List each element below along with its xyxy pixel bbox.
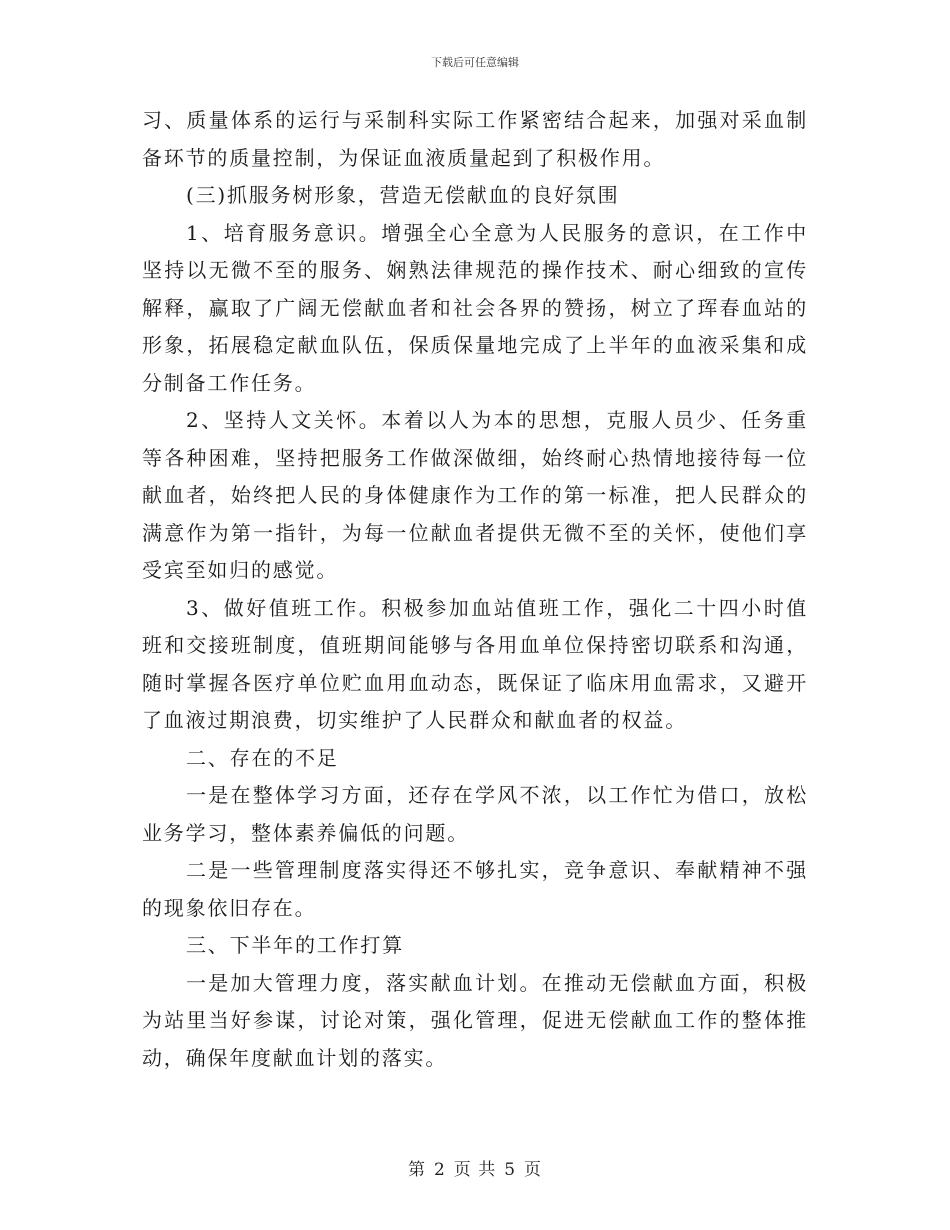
paragraph: 1、培育服务意识。增强全心全意为人民服务的意识，在工作中坚持以无微不至的服务、娴熟法律规范的操作技术、耐心细致的宣传解释，赢取了广阔无偿献血者和社会各界的赞扬，树立了珲春血站的形象，拓展稳定献血队伍，保质保量地完成了上半年的血液采集和成分制备工作任务。 [142,220,808,395]
footer-current-page: 2 [433,1160,446,1180]
paragraph: 一是在整体学习方面，还存在学风不浓，以工作忙为借口，放松业务学习，整体素养偏低的问题。 [142,783,808,845]
footer-suffix: 页 [524,1160,543,1180]
paragraph: 3、做好值班工作。积极参加血站值班工作，强化二十四小时值班和交接班制度，值班期间能够与各用血单位保持密切联系和沟通，随时掌握各医疗单位贮血用血动态，既保证了临床用血需求，又避开了血液过期浪费，切实维护了人民群众和献血者的权益。 [142,595,808,732]
document-body [142,102,808,1077]
paragraph: 二是一些管理制度落实得还不够扎实，竞争意识、奉献精神不强的现象依旧存在。 [142,858,808,920]
page-header-note: 下载后可任意编辑 [431,56,519,69]
paragraph: 2、坚持人文关怀。本着以人为本的思想，克服人员少、任务重等各种困难，坚持把服务工作做深做细，始终耐心热情地接待每一位献血者，始终把人民的身体健康作为工作的第一标准，把人民群众的满意作为第一指针，为每一位献血者提供无微不至的关怀，使他们享受宾至如归的感觉。 [142,408,808,582]
section-heading: 三、下半年的工作打算 [186,933,404,957]
section-heading: 二、存在的不足 [186,745,339,770]
section-heading: (三)抓服务树形象，营造无偿献血的良好氛围 [186,183,620,207]
page-number-footer [0,1155,950,1180]
paragraph: 一是加大管理力度，落实献血计划。在推动无偿献血方面，积极为站里当好参谋，讨论对策，强化管理，促进无偿献血工作的整体推动，确保年度献血计划的落实。 [142,970,808,1070]
paragraph: 习、质量体系的运行与采制科实际工作紧密结合起来，加强对采血制备环节的质量控制，为保证血液质量起到了积极作用。 [142,108,808,170]
footer-mid: 页 共 [453,1160,497,1180]
footer-total-pages: 5 [504,1160,517,1180]
footer-prefix: 第 [407,1160,426,1180]
